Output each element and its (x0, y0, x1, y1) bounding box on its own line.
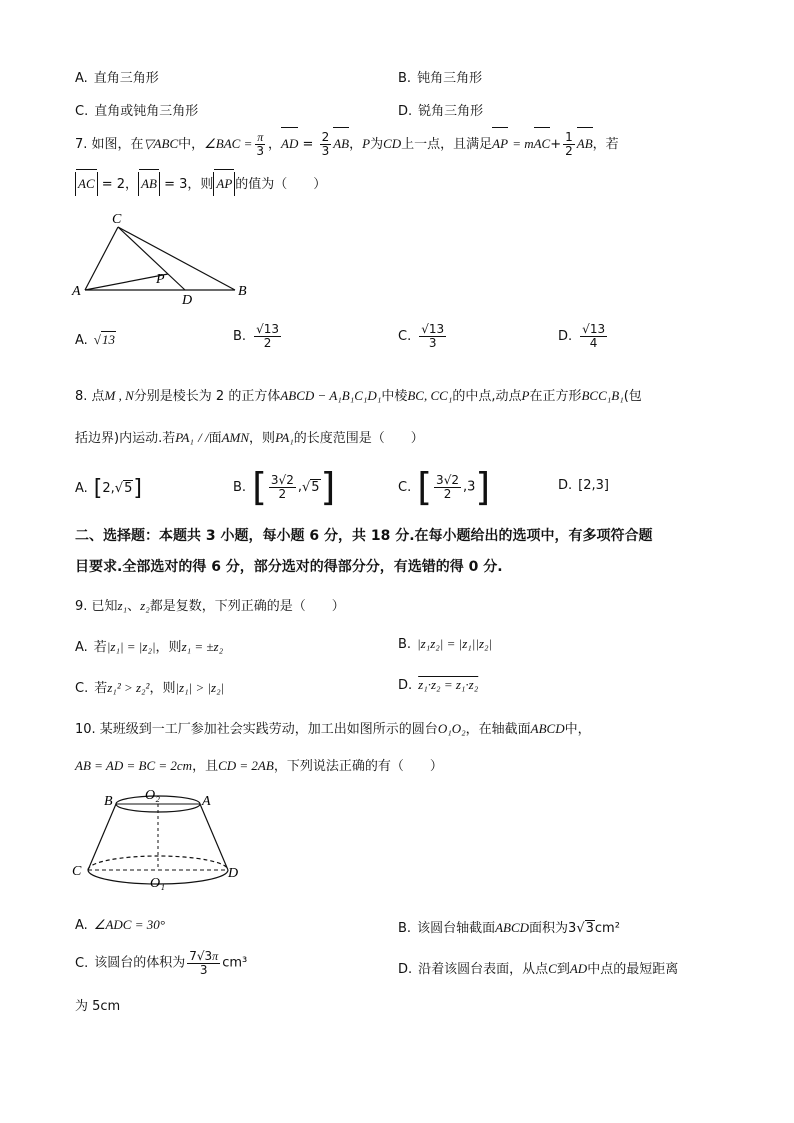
stem-text: (包 (623, 389, 642, 404)
point-p: P (362, 136, 371, 151)
angle-expr: ∠BAC = (204, 136, 253, 151)
q8-option-c (398, 465, 490, 509)
stem-text: 面 (208, 431, 222, 446)
cube-label: ABCD − A₁B₁C₁D₁ (280, 388, 382, 403)
label-a: A (202, 794, 211, 809)
math-expr: |z₁| > |z₂| (175, 680, 225, 695)
option-letter: C. (75, 955, 89, 971)
option-letter: B. (398, 71, 412, 86)
option-text: 到 (556, 962, 570, 977)
sqrt-3: √3 (576, 921, 594, 936)
q9-stem (75, 595, 345, 614)
frac-den: 2 (278, 486, 287, 501)
q8-option-b (233, 465, 335, 509)
radicand: 2 (286, 472, 294, 487)
option-text: 该圆台的体积为 (94, 955, 186, 971)
bracket-left: [ (252, 465, 267, 509)
option-letter: D. (398, 104, 413, 119)
option-letter: D. (398, 962, 413, 977)
sqrt-5: √5 (114, 481, 133, 496)
option-text: 沿着该圆台表面，从点 (418, 962, 549, 977)
q10-option-d-continued: 为 5cm (75, 999, 121, 1014)
stem-text: 中棱 (381, 389, 408, 404)
frac-num: π (257, 130, 264, 145)
segment-pa1: PA₁ (175, 430, 194, 445)
radicand: 13 (428, 322, 445, 336)
q9-option-a (75, 636, 223, 655)
q7-triangle-figure (70, 210, 260, 310)
option-letter: D. (558, 328, 573, 344)
stem-text: 中， (564, 722, 591, 737)
bracket-right: ] (475, 465, 491, 509)
vector-ad: AD (281, 130, 298, 158)
q10-stem-line1 (75, 718, 591, 737)
stem-text: 8. 点 (75, 389, 105, 404)
edge-ac (85, 227, 118, 290)
option-letter: D. (558, 478, 573, 493)
unit: cm³ (222, 955, 248, 971)
q7-stem-line1 (75, 130, 619, 159)
bracket-right: ] (320, 465, 336, 509)
label-b: B (238, 284, 247, 299)
section-label: ABCD (530, 721, 565, 736)
stem-text: 分别是棱长为 2 的正方体 (133, 389, 281, 404)
stem-text: 上一点，且满足 (401, 137, 493, 152)
stem-text: 9. 已知 (75, 599, 118, 614)
pi-over-3 (254, 131, 266, 157)
option-letter: A. (75, 481, 88, 496)
label-o2: O₂ (145, 788, 160, 803)
stem-text: ，在轴截面 (465, 722, 531, 737)
frac-den: 4 (589, 335, 598, 350)
abs-vector-ab: AB (138, 172, 160, 196)
section-label: ABCD (495, 920, 530, 935)
radicand: 5 (124, 481, 133, 496)
unit: cm² (594, 921, 620, 936)
q8-option-a (75, 476, 142, 501)
sqrt13-over-4: $\frac{√13}{4}$ (582, 322, 606, 350)
coef: 3 (436, 472, 444, 487)
interval: [2,3] (578, 478, 609, 493)
frac-den: 2 (443, 486, 452, 501)
stem-text: ，下列说法正确的有（ ） (273, 759, 443, 774)
label-o1: O₁ (150, 876, 165, 891)
option-letter: C. (398, 479, 412, 495)
equals: = (302, 137, 314, 152)
q10-frustum-figure (70, 785, 250, 895)
label-c: C (112, 212, 122, 227)
section2-heading-line1: 二、选择题：本题共 3 小题，每小题 6 分，共 18 分.在每小题给出的选项中，有多项符合题 (75, 528, 653, 544)
label-p: P (156, 272, 165, 287)
stem-text: 的值为（ ） (235, 177, 327, 192)
triangle-label: ▽ABC (143, 136, 179, 151)
q6-option-d (398, 100, 483, 119)
stem-text: = 2， (101, 177, 139, 192)
pi: π (212, 949, 219, 963)
option-letter: B. (398, 637, 412, 652)
q7-option-a (75, 332, 116, 348)
stem-text: ，且 (192, 759, 219, 774)
stem-text: 中， (178, 137, 205, 152)
sqrt13-over-3: $\frac{√13}{3}$ (421, 322, 445, 350)
radicand: 13 (101, 332, 115, 347)
stem-text: 的中点,动点 (452, 389, 522, 404)
q6-option-c (75, 100, 198, 119)
var-z1: z₁ (117, 598, 128, 613)
label-c: C (72, 864, 82, 879)
stem-text: 10. 某班级到一工厂参加社会实践劳动，加工出如图所示的圆台 (75, 722, 438, 737)
label-a: A (72, 284, 81, 299)
option-text: 若 (93, 640, 107, 655)
stem-text: 为 (370, 137, 384, 152)
option-text: 面积为 (529, 921, 569, 936)
segment-cd: CD (383, 136, 402, 151)
q10-option-a (75, 917, 165, 933)
option-text: 钝角三角形 (417, 71, 483, 86)
radicand: 13 (263, 322, 279, 336)
option-text: 中点的最短距离 (587, 962, 679, 977)
radicand: 3 (585, 921, 594, 936)
point-c: C (548, 961, 557, 976)
sqrt-13: √13 (93, 332, 115, 347)
parallel-symbol: / / (198, 430, 209, 445)
edges-label: BC, CC₁ (407, 388, 453, 403)
option-text: 锐角三角形 (418, 104, 484, 119)
option-letter: A. (75, 71, 88, 86)
q8-stem-line1 (75, 385, 642, 404)
math-expr: ∠ADC = 30° (93, 917, 165, 932)
q8-stem-line2 (75, 427, 424, 446)
q7-stem-line2 (75, 172, 326, 197)
math-expr: |z₁| = |z₂| (106, 639, 156, 654)
frac-num: 2 (321, 130, 330, 145)
q10-option-b (398, 917, 620, 936)
bracket-left: [ (417, 465, 433, 509)
option-text: 直角三角形 (93, 71, 159, 86)
stem-text: ，则 (249, 431, 276, 446)
bracket-right: ] (133, 476, 142, 501)
q7-option-d (558, 323, 609, 349)
points-mn: M , N (104, 388, 134, 403)
separator: , (297, 479, 302, 495)
math-expr: z₁·z₂ = z₁·z₂ (418, 677, 479, 692)
q10-stem-line2 (75, 755, 443, 774)
radicand: 3 (204, 949, 213, 963)
math-expr: AB = AD = BC = 2cm (75, 758, 193, 773)
label-d: D (228, 866, 239, 881)
stem-text: 的长度范围是（ ） (293, 431, 424, 446)
equals-m: = m (512, 136, 534, 151)
interval-start: 2, (102, 481, 115, 496)
volume-fraction: $\frac{7√3\pi}{3}$ (189, 949, 219, 977)
stem-text: 如图，在 (91, 137, 144, 152)
q10-option-d (398, 958, 678, 977)
q8-option-d (558, 478, 609, 493)
vector-ap: AP (492, 130, 508, 158)
option-letter: C. (398, 328, 412, 344)
vector-ab: AB (333, 130, 349, 158)
sqrt-5: √5 (301, 479, 320, 495)
option-text: ，则 (149, 681, 176, 696)
q6-option-a (75, 67, 159, 86)
option-letter: A. (75, 640, 88, 655)
option-letter: D. (398, 678, 413, 693)
vector-ab: AB (577, 130, 593, 158)
option-text: 若 (94, 681, 108, 696)
option-letter: C. (75, 681, 89, 696)
option-letter: B. (233, 479, 247, 495)
q9-option-b (398, 636, 492, 652)
segment-cd (118, 227, 185, 290)
stem-text: ，若 (592, 137, 619, 152)
option-text: ，则 (155, 640, 182, 655)
vector-ac: AC (534, 130, 551, 158)
label-d: D (182, 293, 193, 308)
coef: 3 (270, 472, 279, 487)
sqrt13-over-2: $\frac{√13}{2}$ (256, 322, 279, 350)
section2-heading-line2: 目要求.全部选对的得 6 分，部分选对的得部分分，有选错的得 0 分. (75, 559, 503, 575)
frac-den: 2 (263, 335, 272, 350)
math-expr: |z₁z₂| = |z₁||z₂| (417, 636, 493, 651)
math-expr: z₁² > z₂² (107, 680, 150, 695)
option-text: 该圆台轴截面 (417, 921, 496, 936)
option-text: 直角或钝角三角形 (94, 104, 199, 119)
segment-ad: AD (569, 961, 588, 976)
question-number: 7. (75, 137, 88, 152)
three-sqrt2-over-2: $\frac{3√2}{2}$ (270, 472, 294, 501)
frac-den: 3 (199, 962, 208, 977)
point-p: P (521, 388, 530, 403)
abs-vector-ap: AP (213, 172, 235, 196)
option-letter: A. (75, 333, 88, 348)
bracket-left: [ (93, 476, 103, 501)
frac-den: 3 (428, 335, 437, 350)
stem-text: = 3，则 (164, 177, 214, 192)
option-letter: C. (75, 104, 89, 119)
stem-text: ， (349, 137, 363, 152)
frac-den: 2 (565, 144, 573, 158)
q7-option-c (398, 323, 448, 349)
label-b: B (104, 794, 113, 809)
frac-den: 3 (256, 144, 265, 158)
coef: 7 (189, 949, 197, 963)
q9-option-c (75, 677, 224, 696)
coef: 3 (568, 921, 577, 936)
square-label: BCC₁B₁ (581, 388, 624, 403)
frac-den: 3 (321, 144, 330, 158)
stem-text: 在正方形 (529, 389, 582, 404)
plane-amn: AMN (221, 430, 250, 445)
plus: + (550, 137, 562, 152)
q10-option-c (75, 950, 247, 976)
math-expr: CD = 2AB (218, 758, 274, 773)
three-sqrt2-over-2: $\frac{3√2}{2}$ (436, 472, 459, 501)
one-half (563, 131, 575, 157)
segment-pa1: PA₁ (275, 430, 294, 445)
frac-num: 1 (565, 130, 573, 145)
interval-end: ,3 (462, 479, 476, 495)
q9-option-d (398, 677, 478, 693)
edge-ad (200, 804, 228, 870)
frustum-label: O₁O₂ (437, 721, 466, 736)
q7-option-b (233, 323, 283, 349)
radicand: 5 (311, 479, 320, 495)
var-z2: z₂ (140, 598, 150, 613)
abs-vector-ac: AC (75, 172, 98, 196)
stem-text: 括边界)内运动.若 (75, 431, 176, 446)
separator: 、 (127, 599, 141, 614)
option-letter: B. (398, 921, 412, 936)
stem-text: ， (268, 137, 282, 152)
stem-text: 都是复数，下列正确的是（ ） (149, 599, 345, 614)
two-thirds (320, 131, 332, 157)
q6-option-b (398, 67, 482, 86)
option-letter: B. (233, 328, 247, 344)
radicand: 2 (451, 472, 459, 487)
radicand: 13 (589, 322, 606, 336)
option-letter: A. (75, 918, 88, 933)
edge-bc (88, 804, 116, 870)
math-expr: z₁ = ±z₂ (181, 639, 224, 654)
